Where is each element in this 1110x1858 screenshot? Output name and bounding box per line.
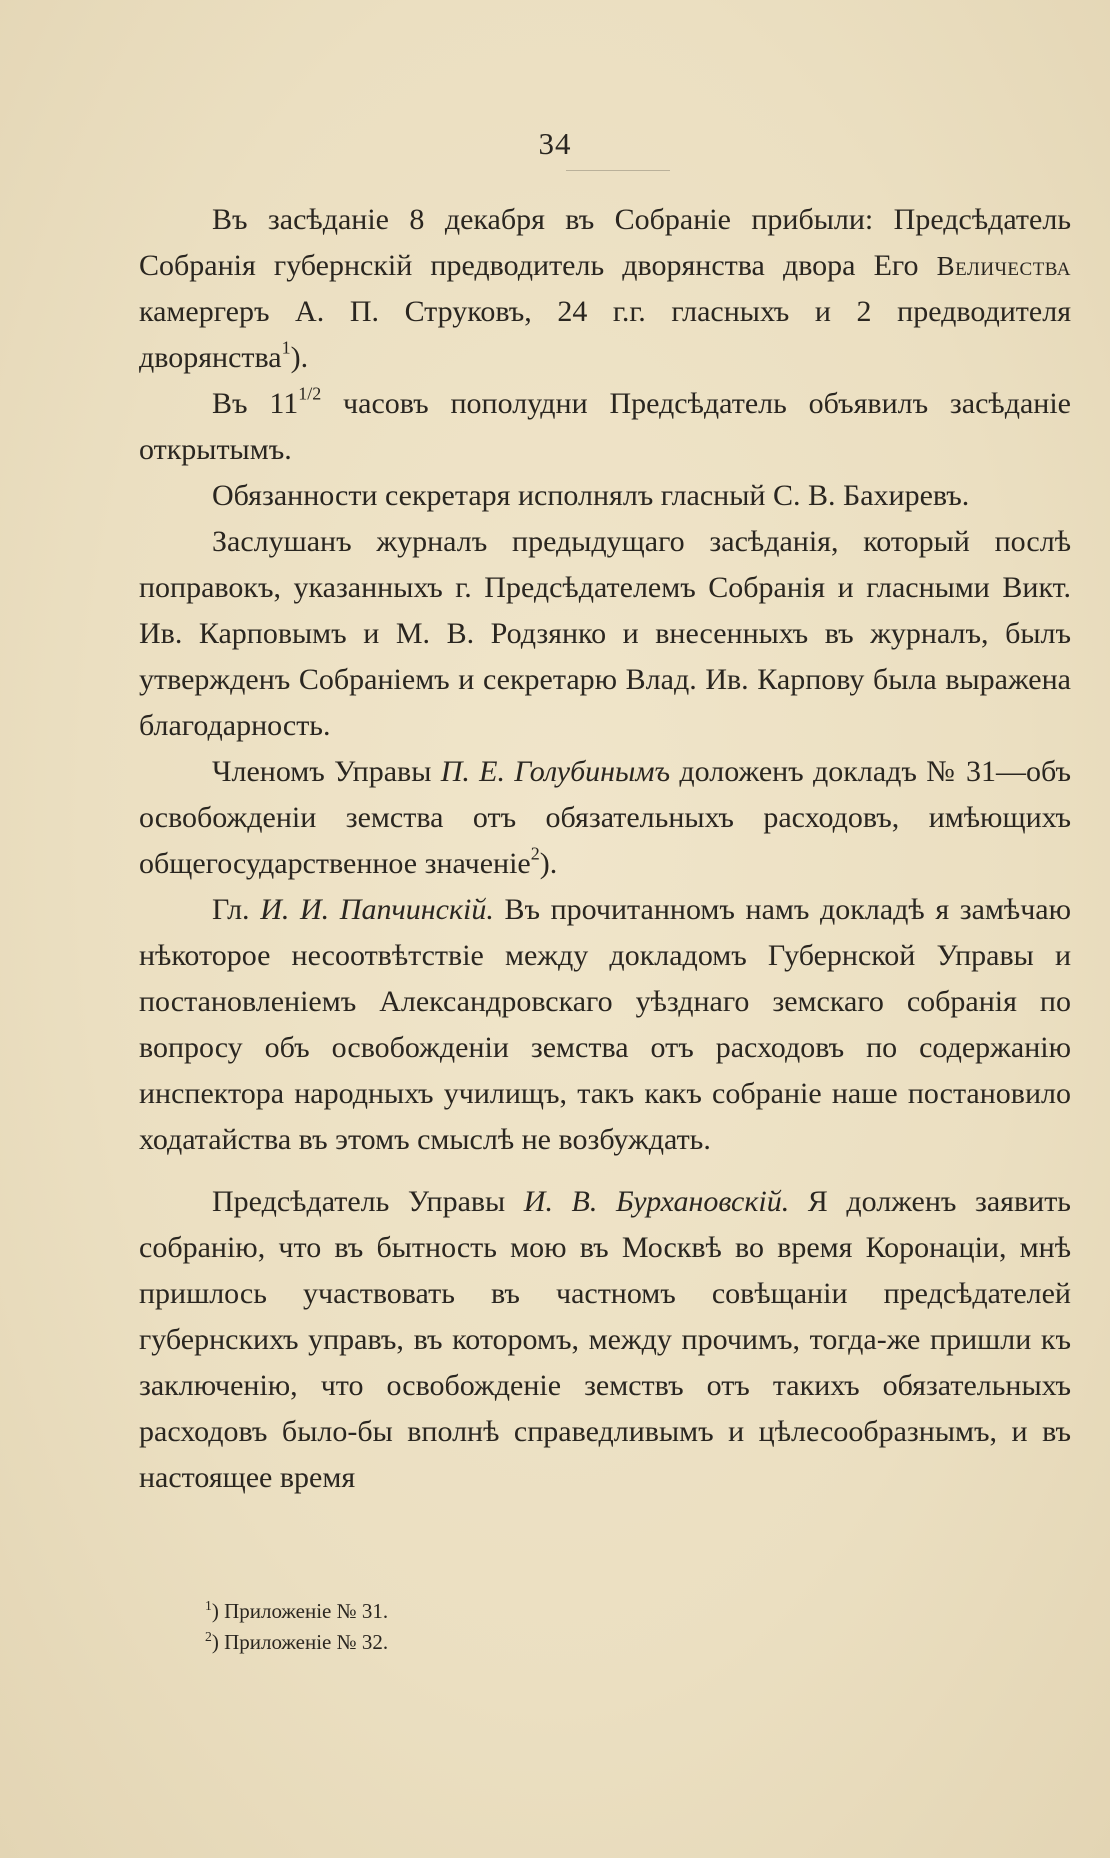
- speaker-name: И. И. Папчинскій.: [260, 893, 494, 926]
- paragraph-journal: Заслушанъ журналъ предыдущаго засѣданія, который послѣ поправокъ, указанныхъ г. Предсѣдателемъ Собранія и гласными Викт. Ив. Карповымъ и М. В. Родзянко и внесенныхъ въ журналъ, былъ утвержденъ Собраніемъ и секретарю Влад. Ив. Карпову была выражена благодарность.: [139, 525, 1071, 742]
- fraction-half: 1/2: [298, 383, 322, 404]
- speaker-name: И. В. Бурхановскій.: [523, 1185, 790, 1218]
- footnote-ref-2: 2: [530, 843, 540, 864]
- footnote-2: $^2$) Приложеніе № 32.: [205, 1628, 389, 1654]
- paragraph-burkhanovsky: Предсѣдатель Управы И. В. Бурхановскій. Я долженъ заявить собранію, что въ бытность мою въ Москвѣ во время Коронаціи, мнѣ пришлось участвовать въ частномъ совѣщаніи предсѣдателей губернскихъ управъ, въ которомъ, между прочимъ, тогда-же пришли къ заключенію, что освобожденіе земствъ отъ такихъ обязательныхъ расходовъ было-бы вполнѣ справедливымъ и цѣлесообразнымъ, и въ настоящее время: [139, 1185, 1071, 1494]
- paragraph-papchinsky: Гл. И. И. Папчинскій. Въ прочитанномъ намъ докладѣ я замѣчаю нѣкоторое несоотвѣтствіе между докладомъ Губернской Управы и постановленіемъ Александровскаго уѣзднаго земскаго собранія по вопросу объ освобожденіи земства отъ расходовъ по содержанію инспектора народныхъ училищъ, такъ какъ собраніе наше постановило ходатайства въ этомъ смыслѣ не возбуждать.: [139, 893, 1072, 1156]
- small-caps-majesty: Величества: [936, 251, 1071, 281]
- speaker-name: П. Е. Голубинымъ: [440, 755, 671, 788]
- page-number-rule: [566, 170, 670, 171]
- paragraph-attendance: Въ засѣданіе 8 декабря въ Собраніе прибыли: Предсѣдатель Собранія губернскій предводитель дворянства двора Его Величества камергеръ А. П. Струковъ, 24 г.г. гласныхъ и 2 предводителя дворянства$^1$).: [139, 203, 1071, 374]
- paragraph-opening: Въ 11$^{1/2}$ часовъ пополудни Предсѣдатель объявилъ засѣданіе открытымъ.: [139, 383, 1071, 466]
- page-body: [139, 197, 1071, 1501]
- footnote-1: $^1$) Приложеніе № 31.: [205, 1597, 389, 1623]
- paragraph-report: Членомъ Управы П. Е. Голубинымъ доложенъ докладъ № 31—объ освобожденіи земства отъ обязательныхъ расходовъ, имѣющихъ общегосударственное значеніе$^2$).: [139, 755, 1071, 880]
- paragraph-secretary: Обязанности секретаря исполнялъ гласный С. В. Бахиревъ.: [212, 479, 970, 512]
- footnote-ref-1: 1: [281, 337, 291, 358]
- page-number: 34: [538, 126, 572, 161]
